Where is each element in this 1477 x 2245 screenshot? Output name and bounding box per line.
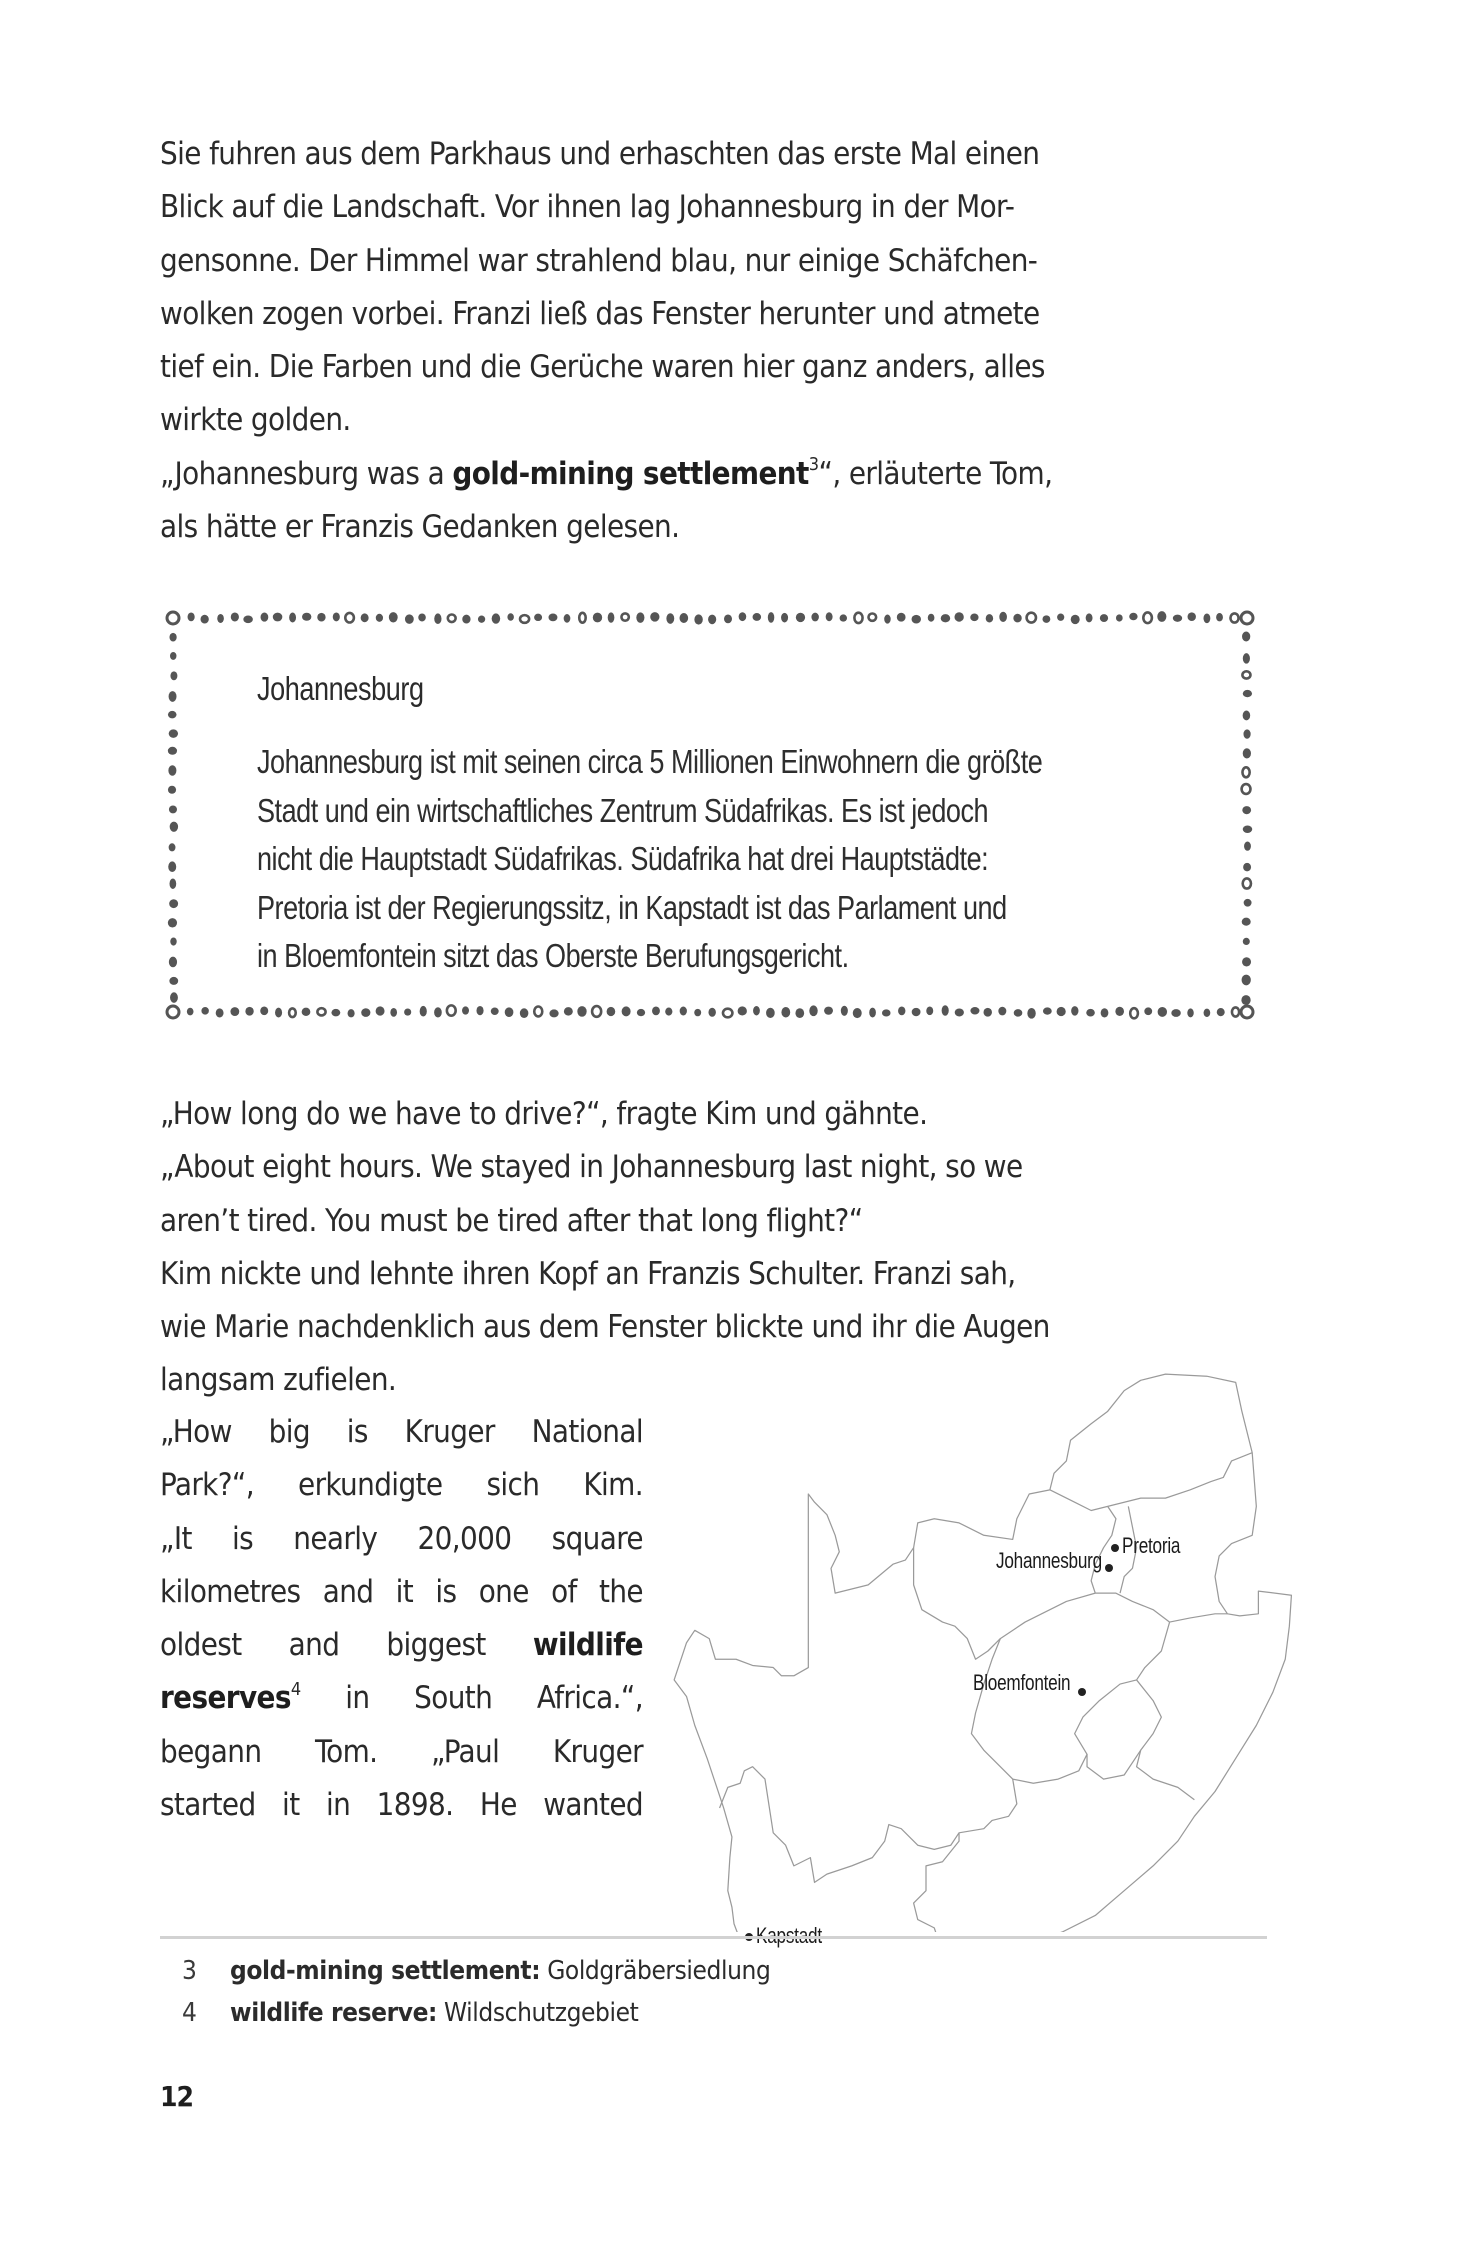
footnote-number: 4 (182, 1998, 197, 2028)
footnote-4 (160, 1992, 1267, 2034)
text-line: kilometres and it is one of the (160, 1573, 643, 1610)
vocab-term: wildlife (532, 1627, 643, 1664)
text-line: Sie fuhren aus dem Parkhaus und erhaschten das erste Mal einen (160, 136, 1040, 172)
map-label-bloemfontein: Bloemfontein (973, 1670, 1071, 1695)
text-line (160, 1619, 643, 1672)
footnote-translation: Wildschutzgebiet (437, 1998, 639, 2028)
text-line: wolken zogen vorbei. Franzi ließ das Fenster herunter und atmete (160, 295, 1040, 332)
text-line: „About eight hours. We stayed in Johannesburg last night, so we (160, 1149, 1023, 1186)
footnote-3 (160, 1950, 1267, 1992)
text-line: gensonne. Der Himmel war strahlend blau, nur einige Schäfchen- (160, 242, 1038, 279)
footnote-translation: Goldgräbersiedlung (540, 1956, 771, 1986)
text-line: begann Tom. „Paul Kruger (160, 1733, 643, 1770)
text-line: „How big is Kruger National (160, 1414, 643, 1450)
city-dot-johannesburg (1105, 1564, 1113, 1572)
info-line: in Bloemfontein sitzt das Oberste Berufungsgericht. (257, 937, 849, 974)
text-line: „It is nearly 20,000 square (160, 1520, 643, 1557)
text-line: aren’t tired. You must be tired after that long flight?“ (160, 1202, 863, 1239)
province-map-icon (670, 1370, 1310, 1932)
text-line: wie Marie nachdenklich aus dem Fenster blickte und ihr die Augen (160, 1309, 1050, 1346)
text-line: wirkte golden. (160, 402, 351, 439)
vocab-term: reserves (160, 1680, 291, 1717)
text-line: tief ein. Die Farben und die Gerüche waren hier ganz anders, alles (160, 349, 1045, 386)
footnote-ref: 4 (290, 1679, 301, 1701)
city-dot-pretoria (1111, 1544, 1119, 1552)
footnote-divider (160, 1936, 1267, 1939)
top-paragraph (160, 128, 1267, 554)
info-line: nicht die Hauptstadt Südafrikas. Südafrika hat drei Hauptstädte: (257, 840, 989, 877)
quote-line (160, 448, 1267, 501)
map-label-johannesburg: Johannesburg (996, 1548, 1102, 1573)
text-line: Blick auf die Landschaft. Vor ihnen lag Johannesburg in der Mor- (160, 189, 1015, 226)
map-label-pretoria: Pretoria (1122, 1533, 1181, 1558)
footnotes (160, 1950, 1267, 2034)
text-fragment: in South Africa.“, (300, 1680, 643, 1717)
info-line: Stadt und ein wirtschaftliches Zentrum Südafrikas. Es ist jedoch (257, 791, 989, 829)
vocab-term: gold-mining settlement (452, 455, 809, 492)
quote-prefix: „Johannesburg was a (160, 455, 453, 492)
info-box-johannesburg (165, 610, 1255, 1020)
text-line: Kim nickte und lehnte ihren Kopf an Franzis Schulter. Franzi sah, (160, 1255, 1016, 1292)
narrow-paragraph (160, 1406, 643, 1832)
text-line: als hätte er Franzis Gedanken gelesen. (160, 509, 680, 546)
south-africa-map (670, 1370, 1310, 1932)
text-fragment: oldest and biggest (160, 1627, 533, 1664)
text-line: „How long do we have to drive?“, fragte Kim und gähnte. (160, 1096, 928, 1132)
middle-paragraph (160, 1088, 1267, 1408)
info-line: Pretoria ist der Regierungssitz, in Kapstadt ist das Parlament und (257, 888, 1007, 926)
info-line: Johannesburg ist mit seinen circa 5 Millionen Einwohnern die größte (257, 743, 1043, 780)
footnote-ref: 3 (808, 454, 819, 476)
text-line: started it in 1898. He wanted (160, 1787, 643, 1824)
footnote-number: 3 (182, 1956, 197, 1986)
city-dot-bloemfontein (1078, 1688, 1086, 1696)
text-line: langsam zufielen. (160, 1362, 397, 1399)
footnote-term: gold-mining settlement: (230, 1956, 541, 1986)
text-line: Park?“, erkundigte sich Kim. (160, 1467, 643, 1504)
text-line (160, 1672, 643, 1725)
info-box-title: Johannesburg (257, 670, 424, 707)
quote-suffix: “, erläuterte Tom, (818, 455, 1053, 492)
info-box-body (257, 738, 1169, 981)
footnote-term: wildlife reserve: (230, 1998, 437, 2028)
page-number: 12 (160, 2080, 194, 2113)
